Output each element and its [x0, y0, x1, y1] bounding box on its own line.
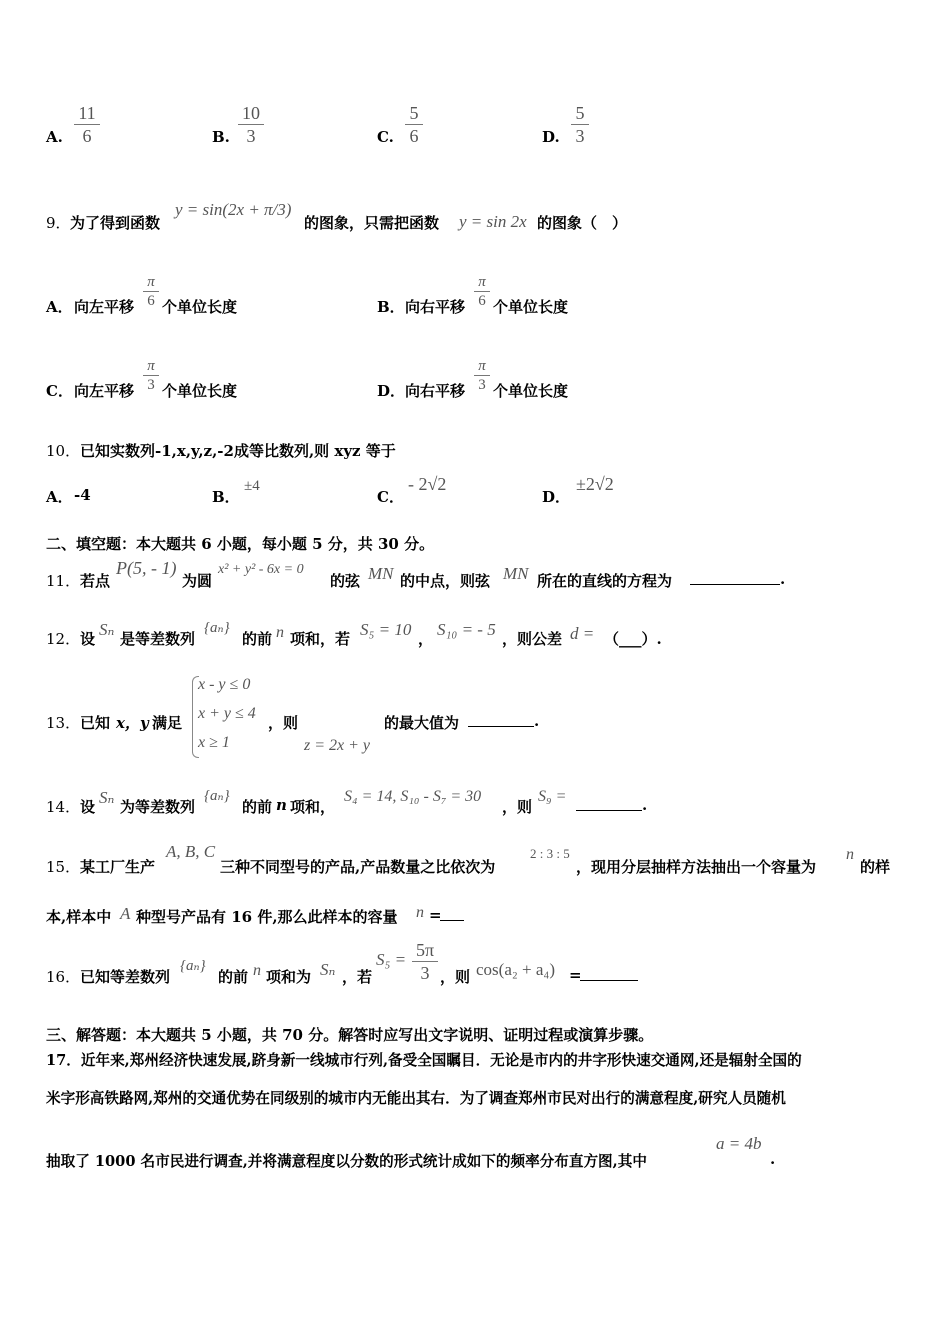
q12-s10: S₁₀ = - 5	[437, 620, 496, 639]
q17-line-2: 米字形高铁路网,郑州的交通优势在同级别的城市内无能出其右．为了调查郑州市民对出行的满意程度,研究人员随机	[46, 1090, 786, 1107]
q16-cos: cos(a₂ + a₄)	[476, 960, 556, 979]
q12-text-e: ，则公差	[502, 630, 563, 648]
q16-text-d: ，若	[342, 968, 373, 986]
q9-function-1: y = sin(2x + π/3)	[175, 200, 292, 219]
q8-option-b-letter: B.	[212, 128, 230, 146]
q16-eq: =	[569, 966, 582, 984]
q14-text-a: 设	[80, 798, 96, 816]
q8-option-c-letter: C.	[377, 128, 394, 146]
q9-option-a-text: 向左平移	[74, 298, 135, 316]
q9-option-b-text: 向右平移	[405, 298, 466, 316]
q16-text-e: ，则	[440, 968, 471, 986]
q8-option-a-fraction: 11 6	[74, 103, 100, 146]
q11-text-c: 的弦	[330, 572, 361, 590]
q17-line-1: 17．近年来,郑州经济快速发展,跻身新一线城市行列,备受全国瞩目．无论是市内的井字形快速交通网,还是辐射全国的	[46, 1052, 802, 1069]
q15-type-a: A	[120, 904, 131, 923]
q11-point: P(5, - 1)	[116, 558, 177, 578]
q11-answer-blank[interactable]	[690, 570, 780, 585]
q15-abc: A, B, C	[166, 842, 216, 861]
q10-option-d-letter: D．	[542, 488, 571, 506]
q15-line2-b: 种型号产品有 16 件,那么此样本的容量	[136, 908, 398, 926]
q12-an: {aₙ}	[204, 620, 230, 636]
q8-option-c-fraction: 5 6	[405, 103, 423, 146]
q12-number: 12．	[46, 630, 81, 648]
q15-n2: n	[416, 904, 424, 921]
q9-option-c-unit: 个单位长度	[162, 382, 238, 400]
q11-text-d: 的中点，则弦	[400, 572, 491, 590]
q8-option-d-fraction: 5 3	[571, 103, 589, 146]
q16-text-a: 已知等差数列	[80, 968, 171, 986]
q14-text-e: ，则	[502, 798, 533, 816]
q9-option-d-letter: D．	[377, 382, 406, 400]
q12-answer[interactable]: （___）.	[604, 630, 662, 648]
q14-an: {aₙ}	[204, 788, 230, 804]
q16-text-c: 项和为	[266, 968, 312, 986]
q10-option-b-value: ±4	[244, 478, 260, 494]
q15-number: 15．	[46, 858, 81, 876]
q9-stem-c: 的图象（ ）	[537, 214, 628, 232]
q14-text-c: 的前	[242, 798, 273, 816]
q9-option-b-fraction: π 6	[474, 274, 490, 309]
q14-condition: S₄ = 14, S₁₀ - S₇ = 30	[344, 788, 482, 805]
q9-option-b-letter: B．	[377, 298, 405, 316]
q14-n: n	[276, 796, 287, 814]
q11-text-e: 所在的直线的方程为	[537, 572, 673, 590]
q10-option-c-value: - 2√2	[408, 474, 447, 494]
q14-sn: Sₙ	[99, 788, 115, 807]
q10-option-d-value: ±2√2	[576, 474, 614, 494]
q13-answer-blank[interactable]	[468, 712, 534, 727]
q13-text-d: 的最大值为	[384, 714, 460, 732]
q15-line2-a: 本,样本中	[46, 908, 112, 926]
q11-number: 11．	[46, 572, 81, 590]
q13-constraint-3: x ≥ 1	[198, 734, 230, 751]
q9-option-a-fraction: π 6	[143, 274, 159, 309]
q8-option-d-letter: D.	[542, 128, 560, 146]
q12-comma: ，	[418, 630, 434, 648]
q9-option-b-unit: 个单位长度	[493, 298, 569, 316]
q11-mn-2: MN	[503, 564, 529, 583]
q13-xy: x，y	[116, 714, 149, 732]
q9-option-c-fraction: π 3	[143, 358, 159, 393]
q9-option-d-unit: 个单位长度	[493, 382, 569, 400]
q17-end: .	[770, 1150, 776, 1168]
q13-text-a: 已知	[80, 714, 111, 732]
q9-option-a-unit: 个单位长度	[162, 298, 238, 316]
q11-circle: x² + y² - 6x = 0	[218, 562, 304, 577]
q12-s5: S₅ = 10	[360, 620, 412, 639]
q12-d: d =	[570, 624, 595, 643]
q13-number: 13．	[46, 714, 81, 732]
q9-stem-a: 为了得到函数	[70, 214, 161, 232]
q9-option-d-text: 向右平移	[405, 382, 466, 400]
q12-text-c: 的前	[242, 630, 273, 648]
q10-option-b-letter: B．	[212, 488, 240, 506]
q15-text-c: ，现用分层抽样方法抽出一个容量为	[576, 858, 817, 876]
q9-function-2: y = sin 2x	[459, 212, 527, 231]
q10-number: 10．	[46, 442, 81, 460]
q13-objective: z = 2x + y	[304, 737, 371, 754]
q16-n: n	[253, 962, 261, 979]
q10-stem: 已知实数列-1,x,y,z,-2成等比数列,则 xyz 等于	[80, 442, 396, 460]
q16-fraction: 5π 3	[412, 940, 438, 983]
q11-end: .	[780, 570, 786, 588]
q15-text-b: 三种不同型号的产品,产品数量之比依次为	[220, 858, 496, 876]
q15-text-d: 的样	[860, 858, 891, 876]
q10-option-c-letter: C．	[377, 488, 404, 506]
q16-s5: S₅ =	[376, 950, 407, 969]
q16-an: {aₙ}	[180, 958, 206, 974]
q16-text-b: 的前	[218, 968, 249, 986]
q9-option-c-text: 向左平移	[74, 382, 135, 400]
q15-ratio: 2 : 3 : 5	[530, 846, 570, 861]
q13-text-c: ，则	[268, 714, 299, 732]
q14-end: .	[642, 796, 648, 814]
q9-option-c-letter: C．	[46, 382, 73, 400]
q16-sn: Sₙ	[320, 960, 336, 979]
q14-answer-blank[interactable]	[576, 796, 642, 811]
q15-n: n	[846, 846, 854, 863]
q17-line-3: 抽取了 1000 名市民进行调查,并将满意程度以分数的形式统计成如下的频率分布直方图,其中	[46, 1153, 647, 1170]
q16-number: 16．	[46, 968, 81, 986]
q9-option-d-fraction: π 3	[474, 358, 490, 393]
q8-option-b-fraction: 10 3	[238, 103, 264, 146]
q12-n: n	[276, 624, 284, 641]
q14-text-d: 项和，	[290, 798, 336, 816]
q17-condition: a = 4b	[716, 1134, 762, 1153]
q10-option-a-letter: A．	[46, 488, 73, 506]
q11-mn-1: MN	[368, 564, 394, 583]
q13-text-b: 满足	[152, 714, 183, 732]
q14-text-b: 为等差数列	[120, 798, 196, 816]
q14-s9: S₉ =	[538, 788, 567, 805]
q13-constraint-1: x - y ≤ 0	[198, 676, 251, 693]
q9-stem-b: 的图象，只需把函数	[304, 214, 440, 232]
q10-option-a-value: -4	[74, 486, 91, 504]
q14-number: 14．	[46, 798, 81, 816]
q13-constraint-2: x + y ≤ 4	[198, 705, 256, 722]
q12-text-a: 设	[80, 630, 96, 648]
section-2-heading: 二、填空题：本大题共 6 小题，每小题 5 分，共 30 分。	[46, 535, 435, 553]
section-3-heading: 三、解答题：本大题共 5 小题，共 70 分。解答时应写出文字说明、证明过程或演算步骤。	[46, 1026, 654, 1044]
q8-option-a-letter: A.	[46, 128, 63, 146]
q11-text-b: 为圆	[182, 572, 213, 590]
q9-option-a-letter: A．	[46, 298, 73, 316]
q15-eq: =	[429, 906, 442, 924]
q12-text-d: 项和，若	[290, 630, 351, 648]
q9-number: 9．	[46, 214, 71, 232]
q15-answer-blank[interactable]	[440, 906, 464, 921]
q13-end: .	[534, 712, 540, 730]
q16-answer-blank[interactable]	[580, 966, 638, 981]
q11-text-a: 若点	[80, 572, 111, 590]
q12-text-b: 是等差数列	[120, 630, 196, 648]
q15-text-a: 某工厂生产	[80, 858, 156, 876]
q12-sn: Sₙ	[99, 620, 115, 639]
